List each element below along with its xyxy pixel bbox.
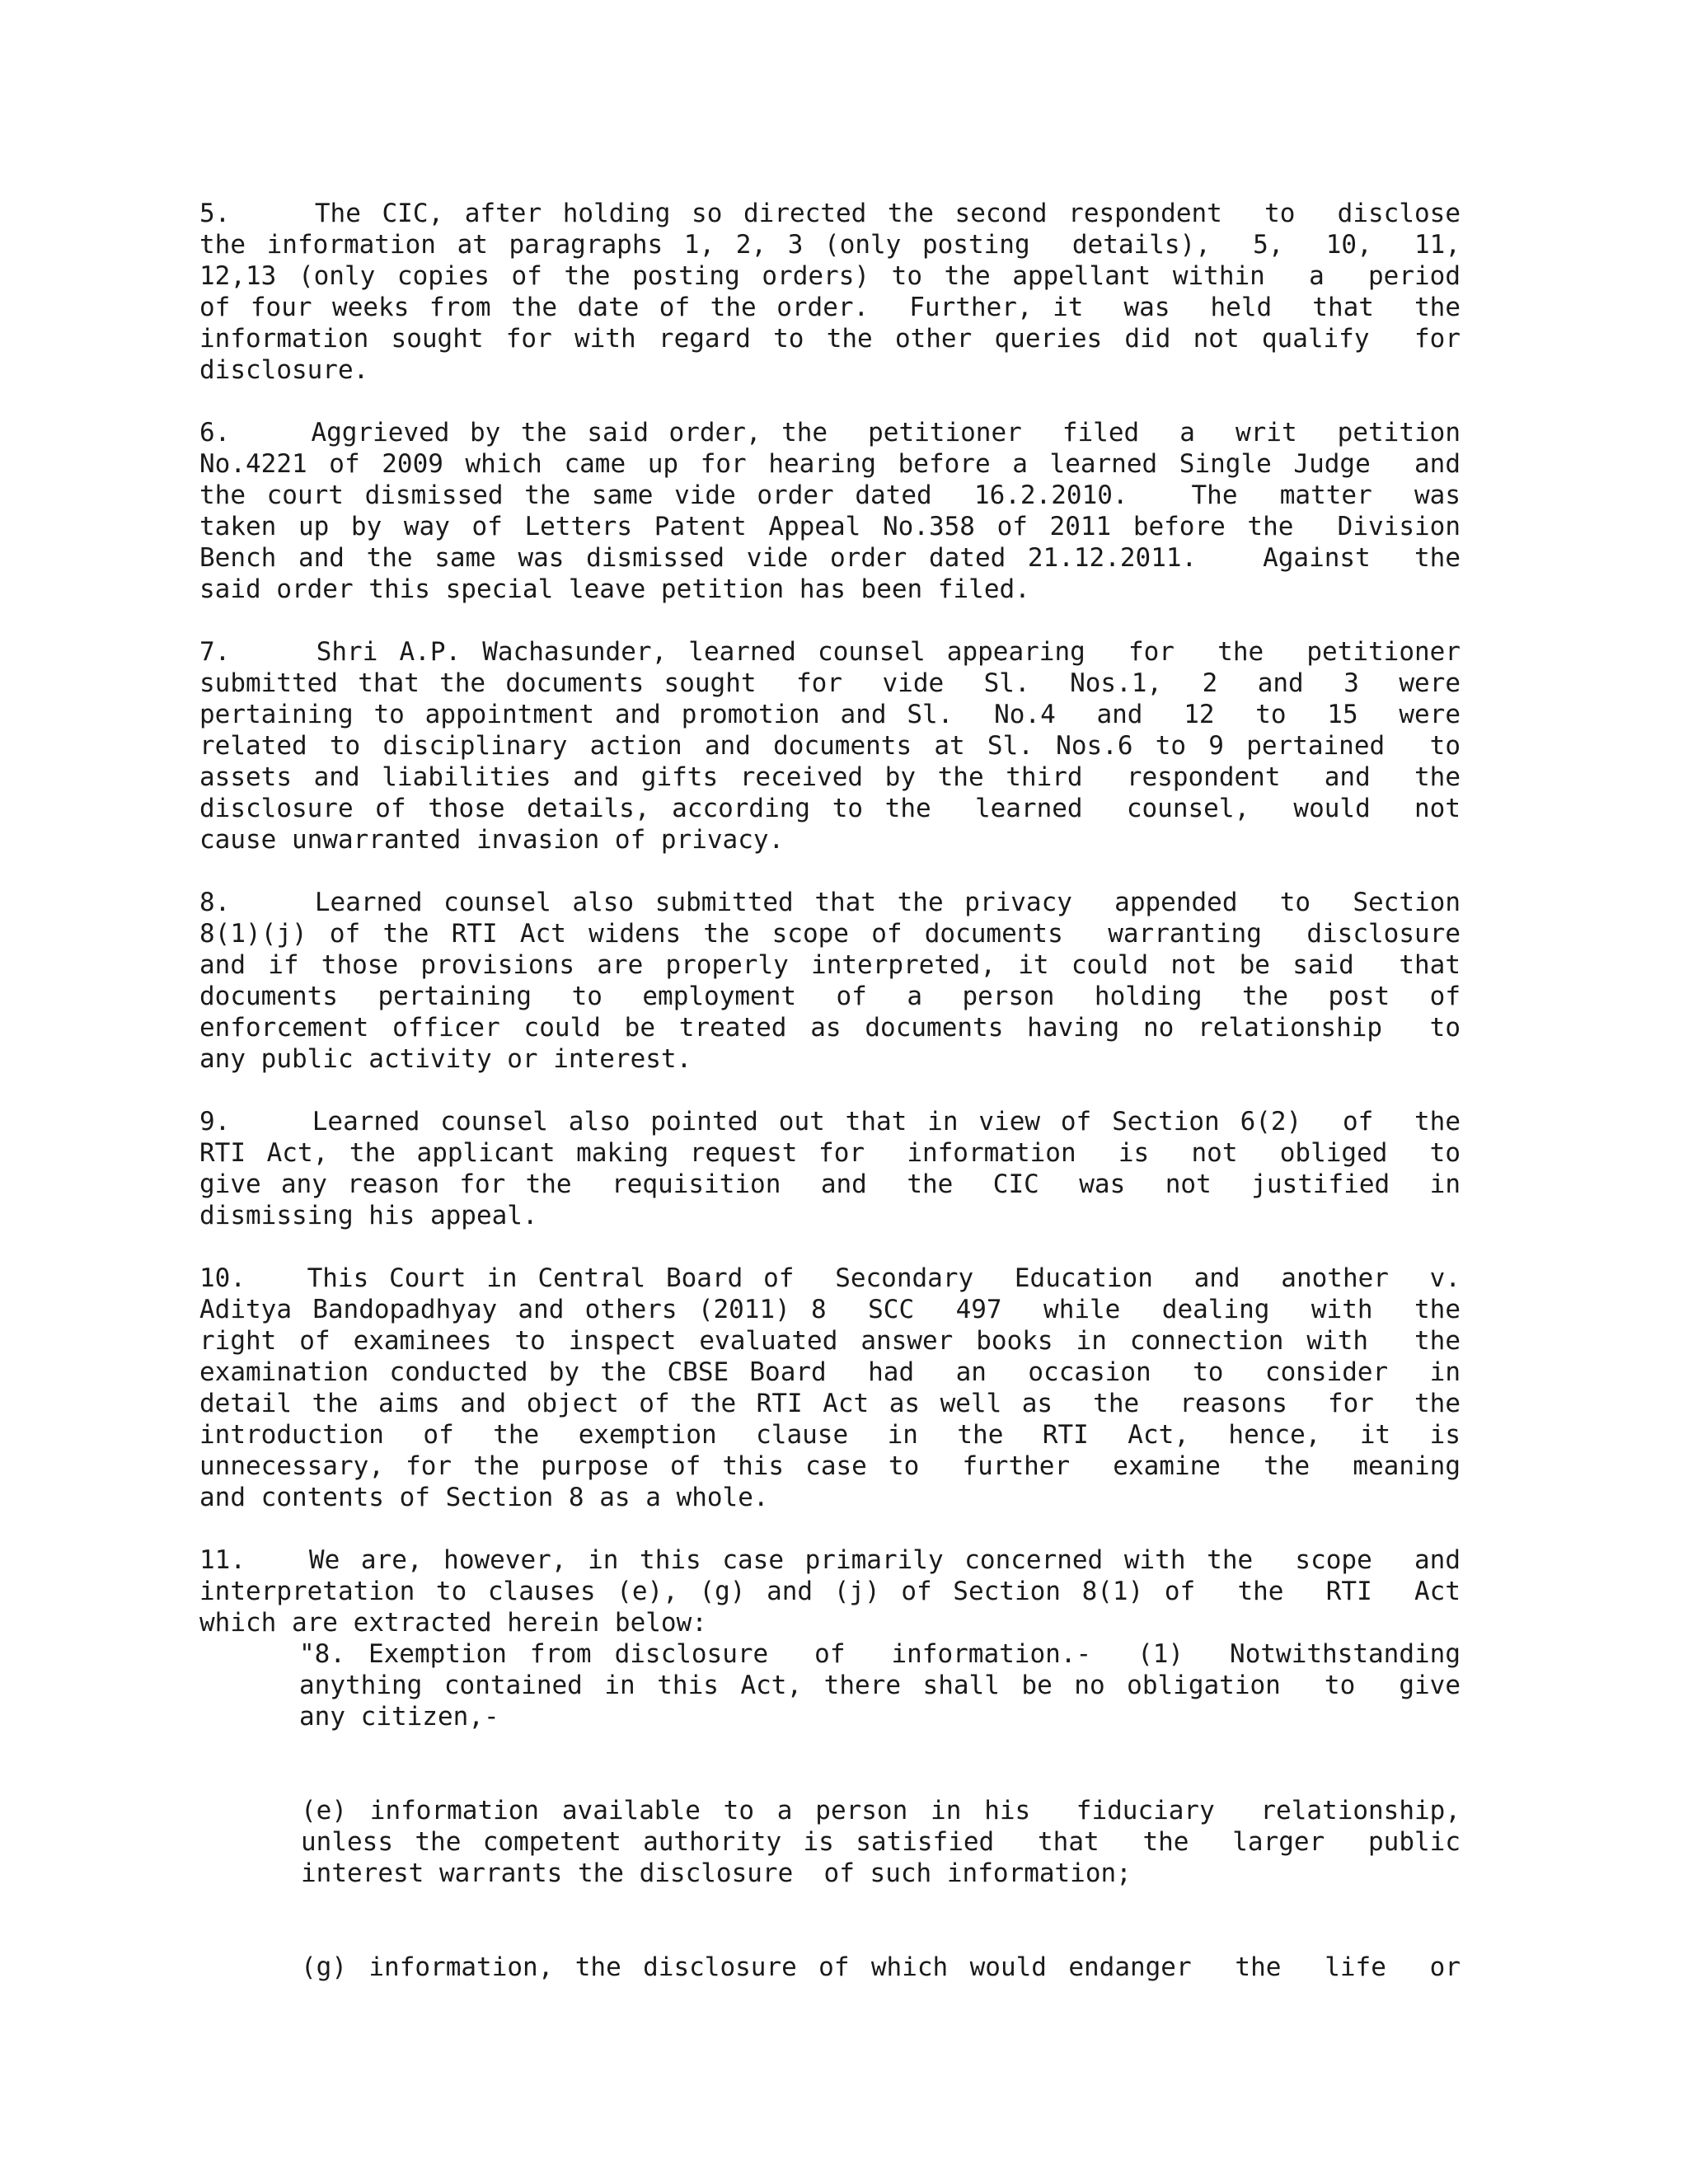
text-line: interest warrants the disclosure of such information; — [301, 1858, 1132, 1888]
text-line: pertaining to appointment and promotion and Sl. No.4 and 12 to 15 were — [199, 700, 1461, 729]
text-line: Bench and the same was dismissed vide order dated 21.12.2011. Against the — [199, 543, 1461, 573]
text-line: assets and liabilities and gifts received by the third respondent and the — [199, 762, 1461, 792]
text-line: of four weeks from the date of the order. Further, it was held that the — [199, 293, 1461, 322]
text-line: and if those provisions are properly interpreted, it could not be said that — [199, 950, 1461, 980]
text-line: 10. This Court in Central Board of Secondary Education and another v. — [199, 1263, 1461, 1293]
text-line: 8(1)(j) of the RTI Act widens the scope of documents warranting disclosure — [199, 919, 1461, 949]
paragraph-7 — [199, 636, 1461, 855]
text-line: documents pertaining to employment of a person holding the post of — [199, 982, 1461, 1011]
text-line: introduction of the exemption clause in the RTI Act, hence, it is — [199, 1420, 1461, 1450]
statute-quote-intro — [199, 1638, 1461, 1732]
text-line: related to disciplinary action and documents at Sl. Nos.6 to 9 pertained to — [199, 731, 1461, 761]
text-line: No.4221 of 2009 which came up for hearing before a learned Single Judge and — [199, 449, 1461, 479]
text-line: unless the competent authority is satisfied that the larger public — [301, 1827, 1461, 1857]
paragraph-5 — [199, 198, 1461, 386]
text-line: detail the aims and object of the RTI Act as well as the reasons for the — [199, 1389, 1461, 1418]
text-line: 9. Learned counsel also pointed out that in view of Section 6(2) of the — [199, 1107, 1461, 1137]
text-line: 7. Shri A.P. Wachasunder, learned counsel appearing for the petitioner — [199, 637, 1461, 667]
paragraph-9 — [199, 1106, 1461, 1231]
text-line: "8. Exemption from disclosure of information.- (1) Notwithstanding — [299, 1639, 1461, 1669]
text-line: 5. The CIC, after holding so directed the second respondent to disclose — [199, 199, 1461, 228]
text-line: the court dismissed the same vide order dated 16.2.2010. The matter was — [199, 480, 1461, 510]
paragraph-11 — [199, 1544, 1461, 1638]
text-line: dismissing his appeal. — [199, 1201, 538, 1230]
text-line: give any reason for the requisition and the CIC was not justified in — [199, 1169, 1461, 1199]
text-line: unnecessary, for the purpose of this case to further examine the meaning — [199, 1451, 1461, 1481]
text-line: examination conducted by the CBSE Board had an occasion to consider in — [199, 1357, 1461, 1387]
text-line: said order this special leave petition has been filed. — [199, 574, 1030, 604]
text-line: which are extracted herein below: — [199, 1608, 707, 1638]
text-line: (e) information available to a person in his fiduciary relationship, — [301, 1796, 1461, 1825]
text-line: RTI Act, the applicant making request for information is not obliged to — [199, 1138, 1461, 1168]
text-line: the information at paragraphs 1, 2, 3 (only posting details), 5, 10, 11, — [199, 230, 1461, 260]
paragraph-8 — [199, 887, 1461, 1075]
statute-clause-e — [199, 1795, 1461, 1889]
text-line: disclosure of those details, according to the learned counsel, would not — [199, 794, 1461, 823]
text-line: right of examinees to inspect evaluated answer books in connection with the — [199, 1326, 1461, 1356]
text-line: 12,13 (only copies of the posting orders) to the appellant within a period — [199, 261, 1461, 291]
text-line: and contents of Section 8 as a whole. — [199, 1483, 769, 1512]
text-line: 6. Aggrieved by the said order, the petitioner filed a writ petition — [199, 418, 1461, 448]
text-line: any public activity or interest. — [199, 1044, 692, 1074]
text-line: 8. Learned counsel also submitted that the privacy appended to Section — [199, 888, 1461, 917]
statute-clause-g — [199, 1952, 1461, 1983]
text-line: anything contained in this Act, there shall be no obligation to give — [299, 1671, 1461, 1700]
text-line: disclosure. — [199, 355, 369, 385]
document-body — [199, 198, 1461, 1983]
text-line: any citizen,- — [299, 1702, 499, 1732]
text-line: enforcement officer could be treated as documents having no relationship to — [199, 1013, 1461, 1043]
text-line: information sought for with regard to the other queries did not qualify for — [199, 324, 1461, 354]
text-line: (g) information, the disclosure of which would endanger the life or — [301, 1952, 1461, 1982]
paragraph-10 — [199, 1263, 1461, 1513]
text-line: interpretation to clauses (e), (g) and (j) of Section 8(1) of the RTI Act — [199, 1577, 1461, 1606]
text-line: submitted that the documents sought for vide Sl. Nos.1, 2 and 3 were — [199, 668, 1461, 698]
text-line: 11. We are, however, in this case primarily concerned with the scope and — [199, 1545, 1461, 1575]
paragraph-6 — [199, 417, 1461, 605]
text-line: cause unwarranted invasion of privacy. — [199, 825, 785, 855]
text-line: taken up by way of Letters Patent Appeal No.358 of 2011 before the Division — [199, 512, 1461, 541]
text-line: Aditya Bandopadhyay and others (2011) 8 SCC 497 while dealing with the — [199, 1295, 1461, 1324]
